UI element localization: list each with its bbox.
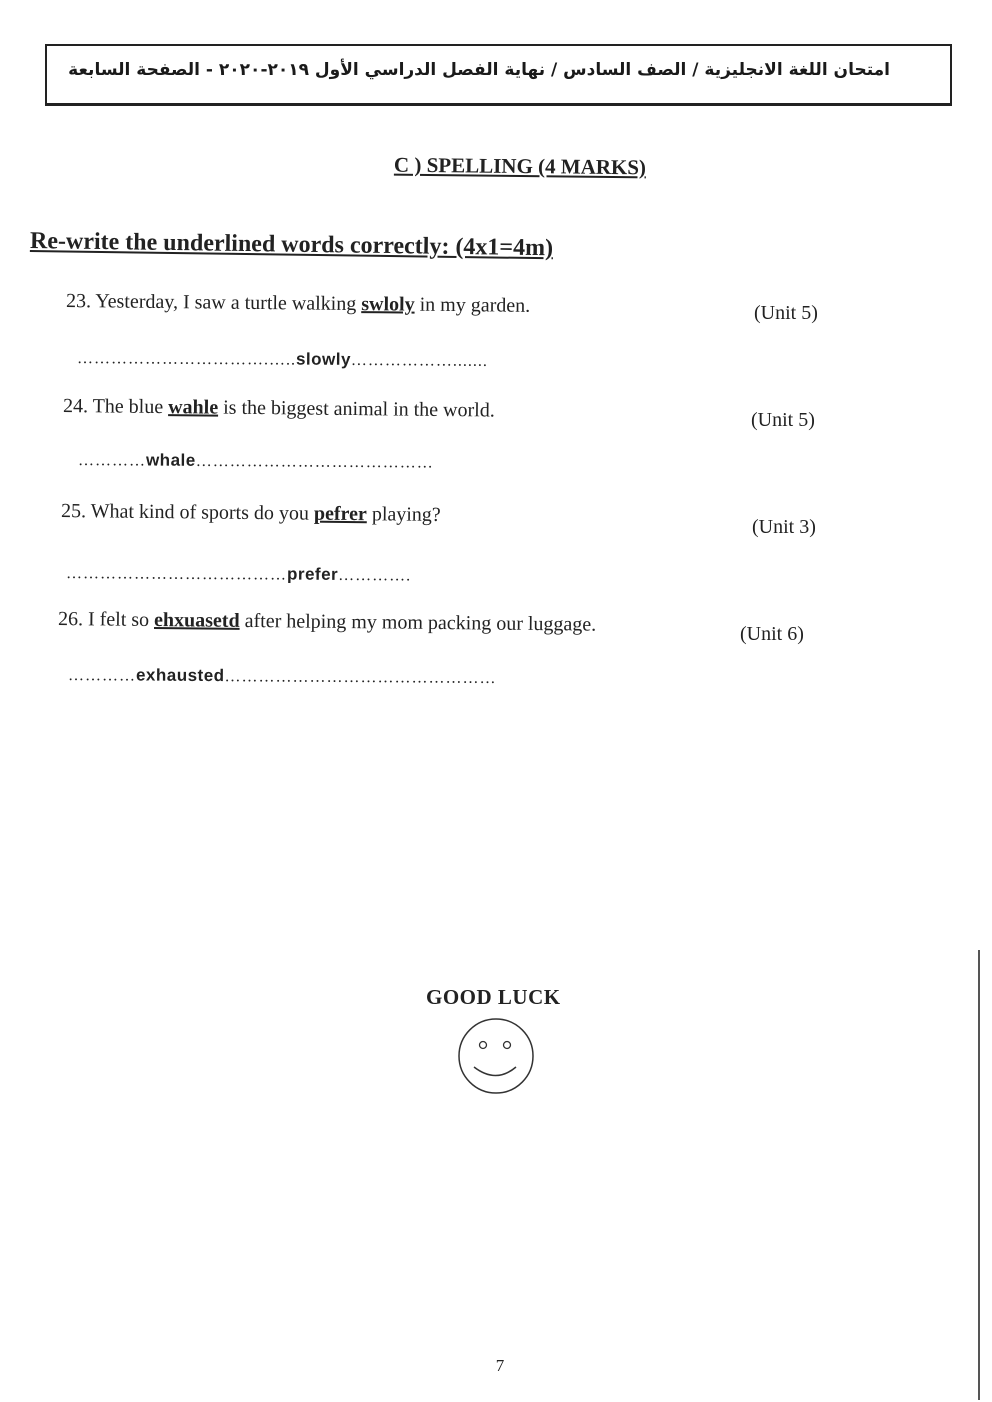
answer-line xyxy=(66,563,411,585)
misspelled-word: pefrer xyxy=(313,502,367,526)
header-box xyxy=(45,44,952,106)
answer-line xyxy=(68,665,497,688)
answer-line xyxy=(78,450,434,472)
answer-line xyxy=(77,348,488,371)
answer-text: slowly xyxy=(295,349,352,369)
misspelled-word: swloly xyxy=(361,293,415,316)
question-text-after: playing? xyxy=(366,503,441,526)
answer-dots-lead: ………… xyxy=(77,452,147,470)
answer-text: whale xyxy=(145,450,196,470)
scan-edge-divider xyxy=(978,950,980,1400)
answer-dots-lead: …………………………….….. xyxy=(76,350,297,369)
answer-dots-tail: ………………………………………… xyxy=(224,668,497,687)
smiley-face-icon xyxy=(456,1018,538,1103)
page-number: 7 xyxy=(495,1356,505,1375)
answer-dots-lead: ………… xyxy=(67,667,137,685)
answer-text: exhausted xyxy=(135,665,225,686)
unit-label: (Unit 5) xyxy=(751,409,815,431)
question-text-before: 23. Yesterday, I saw a turtle walking xyxy=(65,290,362,316)
question-text-after: is the biggest animal in the world. xyxy=(218,396,495,422)
good-luck-text: GOOD LUCK xyxy=(426,985,561,1009)
question-24 xyxy=(63,395,495,423)
misspelled-word: wahle xyxy=(168,396,219,419)
unit-label: (Unit 6) xyxy=(740,623,804,645)
question-text-before: 25. What kind of sports do you xyxy=(60,500,315,525)
question-text-after: after helping my mom packing our luggage. xyxy=(239,609,597,636)
question-23 xyxy=(66,290,530,318)
answer-dots-lead: ………………………………… xyxy=(65,565,288,584)
question-text-after: in my garden. xyxy=(414,293,531,317)
unit-label: (Unit 5) xyxy=(754,302,818,324)
misspelled-word: ehxuasetd xyxy=(153,609,240,632)
question-text-before: 26. I felt so xyxy=(57,608,155,632)
section-title: C ) SPELLING (4 MARKS) xyxy=(393,152,647,180)
answer-text: prefer xyxy=(286,564,339,584)
question-26 xyxy=(58,608,596,637)
question-text-before: 24. The blue xyxy=(62,395,169,419)
exam-header: امتحان اللغة الانجليزية / الصف السادس / نهاية الفصل الدراسي الأول ٢٠١٩-٢٠٢٠ - الصفحة السابعة xyxy=(68,60,890,80)
answer-dots-tail: ………………....... xyxy=(350,351,489,370)
answer-dots-tail: …………………………………… xyxy=(195,452,434,472)
question-25 xyxy=(61,500,441,527)
unit-label: (Unit 3) xyxy=(752,516,816,538)
answer-dots-tail: …………. xyxy=(338,566,412,585)
instruction-heading: Re-write the underlined words correctly: (4x1=4m) xyxy=(29,228,554,262)
